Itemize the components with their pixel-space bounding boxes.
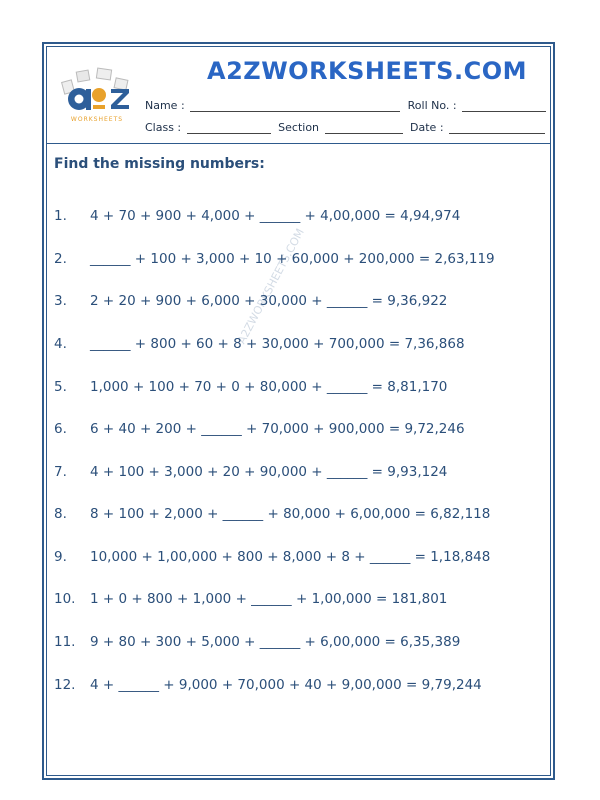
name-label: Name : [145,99,185,112]
problem-item [54,677,544,693]
problem-number: 5. [54,379,67,395]
watermark: A2ZWORKSHEETS.COM [235,226,307,347]
problem-number: 10. [54,591,76,607]
date-label: Date : [410,121,444,134]
problem-number: 4. [54,336,67,352]
problem-item [54,634,544,650]
problem-text: 10,000 + 1,00,000 + 800 + 8,000 + 8 + ______ = 1,18,848 [90,549,491,565]
problem-text: 4 + 100 + 3,000 + 20 + 90,000 + ______ = 9,93,124 [90,464,448,480]
problem-text: 8 + 100 + 2,000 + ______ + 80,000 + 6,00,000 = 6,82,118 [90,506,491,522]
site-title: A2ZWORKSHEETS.COM [207,57,527,85]
problem-item [54,464,544,480]
problem-number: 7. [54,464,67,480]
a2z-logo-icon [57,67,137,127]
name-roll-row [145,99,550,112]
class-section-date-row [145,121,549,134]
instruction-heading: Find the missing numbers: [54,156,265,172]
class-label: Class : [145,121,182,134]
problem-number: 2. [54,251,67,267]
problem-text: ______ + 100 + 3,000 + 10 + 60,000 + 200,000 = 2,63,119 [90,251,495,267]
problem-item [54,379,544,395]
problem-number: 6. [54,421,67,437]
problem-number: 3. [54,293,67,309]
problem-number: 8. [54,506,67,522]
problem-text: 1,000 + 100 + 70 + 0 + 80,000 + ______ = 8,81,170 [90,379,448,395]
worksheet-header [47,47,550,144]
problem-item [54,591,544,607]
problem-item [54,293,544,309]
problem-item [54,506,544,522]
problem-text: 4 + ______ + 9,000 + 70,000 + 40 + 9,00,000 = 9,79,244 [90,677,482,693]
problem-item [54,251,544,267]
problem-text: 9 + 80 + 300 + 5,000 + ______ + 6,00,000 = 6,35,389 [90,634,461,650]
problem-item [54,421,544,437]
section-label: Section [278,121,320,134]
problem-text: 2 + 20 + 900 + 6,000 + 30,000 + ______ = 9,36,922 [90,293,448,309]
roll-no-blank [462,100,546,112]
problem-text: 1 + 0 + 800 + 1,000 + ______ + 1,00,000 = 181,801 [90,591,448,607]
problem-item [54,208,544,224]
class-blank [187,122,271,134]
section-blank [325,122,403,134]
problem-number: 1. [54,208,67,224]
name-blank [190,100,400,112]
problem-text: 4 + 70 + 900 + 4,000 + ______ + 4,00,000 = 4,94,974 [90,208,461,224]
svg-text:WORKSHEETS: WORKSHEETS [70,116,124,123]
problem-text: ______ + 800 + 60 + 8 + 30,000 + 700,000 = 7,36,868 [90,336,465,352]
roll-no-label: Roll No. : [407,99,457,112]
problem-item [54,549,544,565]
problem-text: 6 + 40 + 200 + ______ + 70,000 + 900,000 = 9,72,246 [90,421,465,437]
problem-number: 12. [54,677,76,693]
problem-number: 9. [54,549,67,565]
problem-item [54,336,544,352]
date-blank [449,122,545,134]
problem-number: 11. [54,634,76,650]
